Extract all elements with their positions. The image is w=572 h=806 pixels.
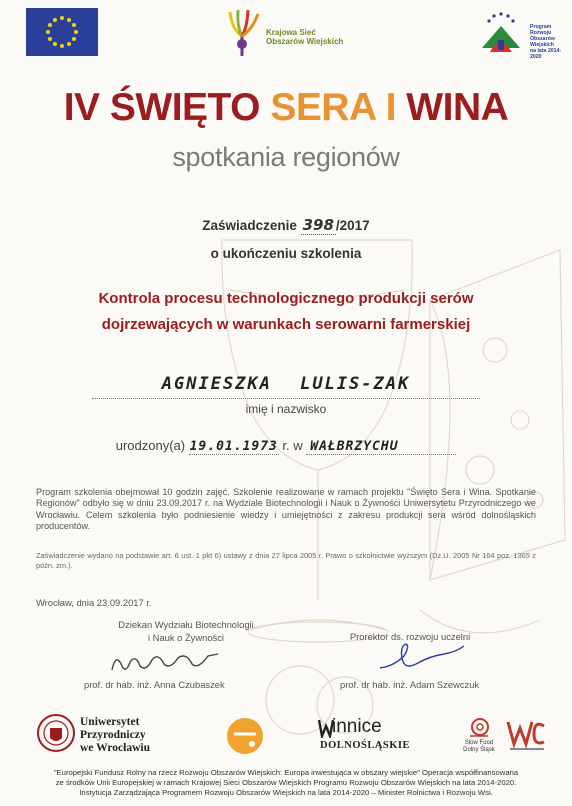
born-label: urodzony(a) [115,438,186,453]
dean-title-line1: Dziekan Wydziału Biotechnologii [118,619,254,630]
event-title [30,86,542,130]
eu-stars-icon [26,8,98,56]
prow-logo [472,8,564,60]
title-part-swieto: IV ŚWIĘTO [63,86,271,129]
uwr-line2: Przyrodniczy [80,729,146,741]
certificate-subline: o ukończeniu szkolenia [210,246,362,261]
uwr-line1: Uniwersytet [80,716,140,728]
slowfood-line1: Slow Food [464,740,494,746]
winnice-main: innice [332,716,382,737]
footer-line1: "Europejski Fundusz Rolny na rzecz Rozwoju Obszarów Wiejskich: Europa inwestująca w obszary wiejskie" Operacja współfinansowana [53,768,519,777]
prow-line2: Rozwoju [530,30,552,36]
name-label: imię i nazwisko [245,402,327,416]
slowfood-line2: Dolny Śląsk [463,747,495,753]
winnice-sub: DOLNOŚLĄSKIE [320,740,411,751]
footer-line2: ze środków Unii Europejskiej w ramach Krajowej Sieci Obszarów Wiejskich Programu Rozwoju Obszarów Wiejskich na lata 2014-2020. [55,778,517,787]
prorector-signature [374,636,470,676]
issue-date: Wrocław, dnia 23.09.2017 r. [36,597,152,608]
participant-name: AGNIESZKA LULIS-ZAK [161,374,411,394]
uwr-line3: we Wrocławiu [80,742,150,754]
uwr-logo [36,712,206,756]
legal-basis: Zaświadczenie wydano na podstawie art. 6 ust. 1 pkt 6) ustawy z dnia 27 lipca 2005 r. Prawo o szkolnictwie wyższym (Dz.U. 2005 Nr 164 poz. 1365 z późn. zm.). [36,551,536,570]
dean-signature [108,648,224,678]
uwr-crest-icon [36,712,76,754]
cheese-event-badge-icon [224,716,266,756]
ksow-line1: Krajowa Sieć [266,28,316,37]
prow-line3: Obszarów [530,36,555,42]
dean-title [110,618,262,644]
program-description: Program szkolenia obejmował 10 godzin zajęć. Szkolenie realizowane w ramach projektu "Święto Sera i Wina. Spotkanie Regionów" odbyło się w dniu 23.09.2017 r. na Wydziale Biotechnologii i Nauk o Żywności Uniwersytetu Przyrodniczego we Wrocławiu. Celem szkolenia było podniesienie wiedzy i umiejętności z zakresu produkcji sera wśród dolnośląskich producentów. [36,487,536,532]
ksow-logo [222,6,362,60]
certificate-prefix: Zaświadczenie [202,218,301,233]
birth-place: WAŁBRZYCHU [306,439,456,455]
snail-icon [468,716,490,738]
certificate-number: 398 [302,216,334,234]
born-in: w [293,438,303,453]
dean-name: prof. dr hab. inż. Anna Czubaszek [84,679,225,690]
ksow-line2: Obszarów Wiejskich [266,37,344,46]
ksow-flower-icon [222,6,266,60]
footer-line3: Instytucja Zarządzająca Programem Rozwoju Obszarów Wiejskich na lata 2014-2020 – Minister Rolnictwa i Rozwoju Wsi. [79,788,493,797]
birth-line [0,438,572,455]
course-title-line2: dojrzewających w warunkach serowarni farmerskiej [101,316,471,333]
certificate-suffix: /2017 [335,218,370,233]
title-part-sera: SERA [270,86,376,129]
background-illustration [0,180,572,740]
born-r: r. [282,438,290,453]
course-title-line1: Kontrola procesu technologicznego produkcji serów [98,290,474,307]
name-underline [92,398,480,399]
birth-date: 19.01.1973 [189,439,278,454]
slowfood-logo [456,716,502,758]
prow-line4: Wiejskich [530,42,554,48]
title-part-wina: WINA [406,86,509,129]
prow-line5: na lata 2014-2020 [530,48,562,60]
prow-house-icon [472,8,530,60]
title-part-i: I [375,86,407,129]
prow-line1: Program [530,24,552,30]
winnice-dolnoslaskie-logo [318,716,418,756]
certificate-number-line [0,216,572,235]
prorector-name: prof. dr hab. inż. Adam Szewczuk [340,679,480,690]
funding-footer [28,768,544,798]
event-subtitle: spotkania regionów [172,142,400,172]
eu-flag-logo [26,8,98,56]
wc-logo-icon [504,714,548,754]
prorector-title: Prorektor ds. rozwoju uczelni [349,631,471,642]
dean-title-line2: i Nauk o Żywności [147,632,225,643]
